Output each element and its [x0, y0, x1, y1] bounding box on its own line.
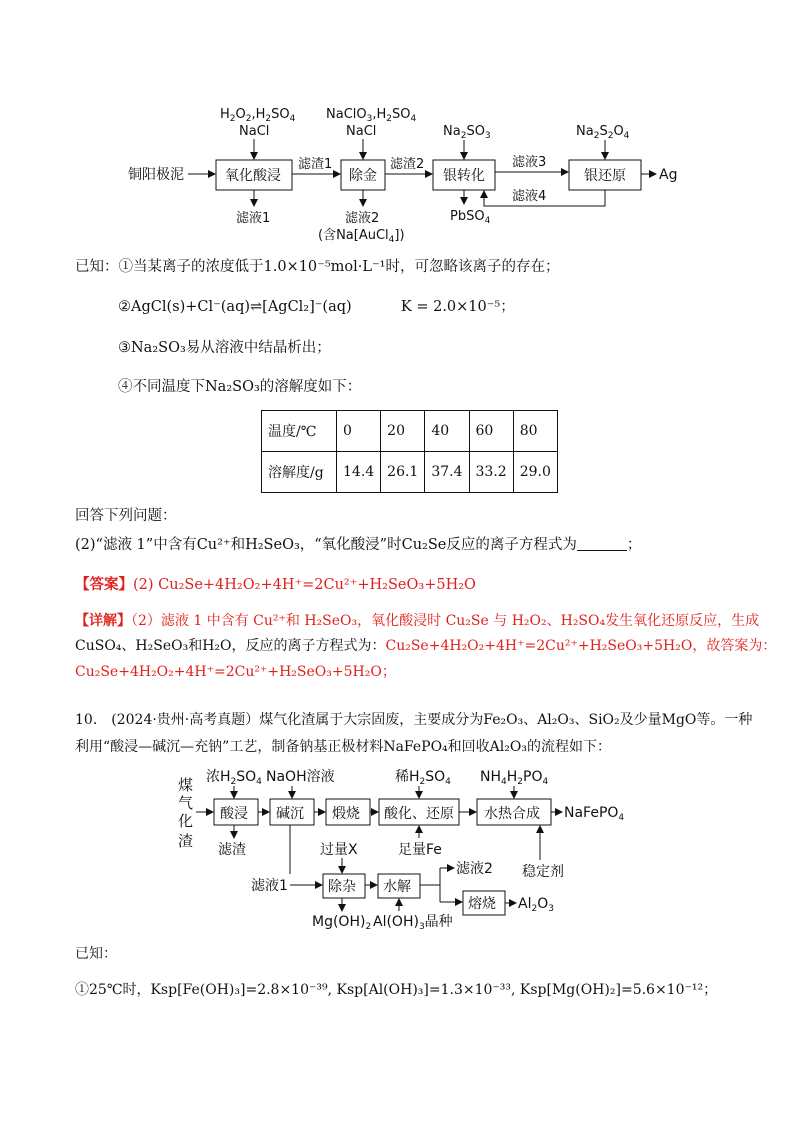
table-cell: 29.0: [513, 452, 557, 493]
reagent-naoh: NaOH溶液: [266, 769, 335, 785]
reagent-excess-x: 过量X: [320, 842, 358, 858]
detail-line2-c: ，故答案为：: [692, 638, 777, 654]
detail-line-3: Cu₂Se+4H₂O₂+4H⁺=2Cu²⁺+H₂SeO₃+5H₂O；: [75, 664, 396, 680]
known1-item2: ②AgCl(s)+Cl⁻(aq)⇌[AgCl₂]⁻(aq): [118, 299, 352, 315]
known1-item2-k: K = 2.0×10⁻⁵；: [400, 299, 515, 315]
output-nafepo4: NaFePO$_4$: [564, 805, 625, 823]
output-filter-residue: 滤渣: [218, 842, 246, 858]
output-ag: Ag: [659, 167, 678, 183]
reagent-na2so3: $Na_2SO_3$: [443, 124, 491, 141]
reagent-h2o2-h2so4: $H_2O_2,H_2SO_4$: [220, 107, 296, 124]
reagent-naclo3-h2so4: $NaClO_3,H_2SO_4$: [326, 107, 417, 124]
detail-label: 【详解】: [75, 613, 131, 629]
table-row-solubility: [262, 452, 558, 493]
known2-prefix: 已知：: [75, 946, 117, 962]
box-remove-gold-label: 除金: [349, 168, 377, 184]
problem10-line2: 利用“酸浸—碱沉—充钠”工艺，制备钠基正极材料NaFePO₄和回收Al₂O₃的流程如下：: [75, 739, 611, 755]
reagent-dilute-h2so4: 稀$H_2SO_4$: [395, 769, 451, 787]
known1-item4: ④不同温度下Na₂SO₃的溶解度如下：: [118, 379, 362, 395]
table-cell: 37.4: [425, 452, 469, 493]
question-intro: 回答下列问题：: [75, 508, 177, 524]
known1-item1: ①当某离子的浓度低于1.0×10⁻⁵mol·L⁻¹时，可忽略该离子的存在；: [118, 259, 560, 275]
detail-line2-b: Cu₂Se+4H₂O₂+4H⁺=2Cu²⁺+H₂SeO₃+5H₂O: [385, 638, 693, 654]
question-2: [75, 535, 641, 555]
output-filtrate-2b: 滤液2: [456, 861, 493, 877]
reagent-nacl-2: NaCl: [346, 124, 377, 139]
flow2-start-char-1: 煤: [178, 776, 194, 794]
table-cell: 60: [469, 411, 513, 452]
label-filter-residue-1: 滤渣1: [298, 157, 333, 172]
flow2-start-char-4: 渣: [178, 832, 194, 850]
box-calcination-label: 煅烧: [332, 806, 360, 822]
box-alkali-precipitation-label: 碱沉: [276, 806, 304, 822]
table-header-temperature: 温度/℃: [262, 411, 337, 452]
reagent-na2s2o4: $Na_2S_2O_4$: [576, 124, 630, 141]
flow-diagram-1: [0, 95, 800, 245]
output-filtrate-2: 滤液2: [345, 211, 380, 226]
question-2-text: (2)“滤液 1”中含有Cu²⁺和H₂SeO₃，“氧化酸浸”时Cu₂Se反应的离子方程式为: [75, 537, 577, 553]
answer-label: 【答案】: [75, 576, 133, 593]
box-impurity-removal-label: 除杂: [328, 879, 356, 895]
answer-line: [75, 575, 476, 595]
output-al2o3: $Al_2O_3$: [518, 896, 554, 914]
box-silver-reduction-label: 银还原: [584, 168, 626, 184]
known1-item2-line: [118, 297, 515, 317]
box-acidify-reduce-label: 酸化、还原: [384, 806, 454, 822]
reagent-nh4h2po4: $NH_4H_2PO_4$: [480, 769, 549, 787]
box-silver-conversion-label: 银转化: [443, 168, 485, 184]
detail-line-1: [75, 611, 759, 631]
output-pbso4: PbSO$_4$: [450, 209, 491, 226]
reagent-nacl-1: NaCl: [239, 124, 270, 139]
reagent-stabilizer: 稳定剂: [522, 864, 564, 880]
box-hydrolysis-label: 水解: [383, 879, 411, 895]
flow1-start: 铜阳极泥: [128, 167, 184, 183]
table-row-temperature: [262, 411, 558, 452]
output-naaucl4: (含Na[AuCl$_4$]): [318, 228, 405, 245]
table-cell: 20: [381, 411, 425, 452]
table-cell: 0: [337, 411, 381, 452]
box-roasting-label: 熔烧: [468, 896, 496, 912]
reagent-conc-h2so4: 浓$H_2SO_4$: [206, 769, 262, 787]
question-2-end: ；: [626, 537, 642, 553]
solubility-table: [261, 410, 558, 493]
box-acid-leach-label: 酸浸: [220, 806, 248, 822]
table-cell: 80: [513, 411, 557, 452]
problem10-line1: 10. (2024·贵州·高考真题）煤气化渣属于大宗固废，主要成分为Fe₂O₃、Al₂O₃、SiO₂及少量MgO等。一种: [75, 712, 753, 728]
input-aloh3-seed: $Al(OH)_3$晶种: [373, 914, 453, 932]
table-cell: 26.1: [381, 452, 425, 493]
label-filtrate-4: 滤液4: [512, 189, 547, 204]
table-header-solubility: 溶解度/g: [262, 452, 337, 493]
detail-line1: （2）滤液 1 中含有 Cu²⁺和 H₂SeO₃，氧化酸浸时 Cu₂Se 与 H₂O₂、H₂SO₄发生氧化还原反应，生成: [131, 613, 760, 629]
flow2-start-char-2: 气: [178, 794, 194, 812]
box-oxidative-leach-label: 氧化酸浸: [225, 168, 281, 184]
known1-prefix: 已知：: [75, 259, 119, 275]
flow2-start-char-3: 化: [178, 812, 194, 830]
answer-text: (2) Cu₂Se+4H₂O₂+4H⁺=2Cu²⁺+H₂SeO₃+5H₂O: [133, 577, 476, 593]
table-cell: 33.2: [469, 452, 513, 493]
known1-item3: ③Na₂SO₃易从溶液中结晶析出；: [118, 340, 331, 356]
output-filtrate-1b: 滤液1: [251, 878, 288, 894]
known2-item1: ①25℃时，Ksp[Fe(OH)₃]=2.8×10⁻³⁹, Ksp[Al(OH)₃]=1.3×10⁻³³, Ksp[Mg(OH)₂]=5.6×10⁻¹²；: [75, 982, 718, 998]
table-cell: 40: [425, 411, 469, 452]
known1-item1-line: [75, 257, 559, 277]
detail-line-2: [75, 636, 776, 656]
detail-line2-a: CuSO₄、H₂SeO₃和H₂O，反应的离子方程式为：: [75, 638, 386, 654]
flow-diagram-2: [0, 760, 800, 940]
label-filter-residue-2: 滤渣2: [390, 157, 425, 172]
label-filtrate-3: 滤液3: [512, 155, 547, 170]
table-cell: 14.4: [337, 452, 381, 493]
reagent-excess-fe: 足量Fe: [398, 842, 442, 858]
output-mgoh2: $Mg(OH)_2$: [312, 914, 372, 932]
box-hydrothermal-label: 水热合成: [484, 806, 540, 822]
answer-blank: [577, 550, 627, 551]
output-filtrate-1: 滤液1: [236, 211, 271, 226]
